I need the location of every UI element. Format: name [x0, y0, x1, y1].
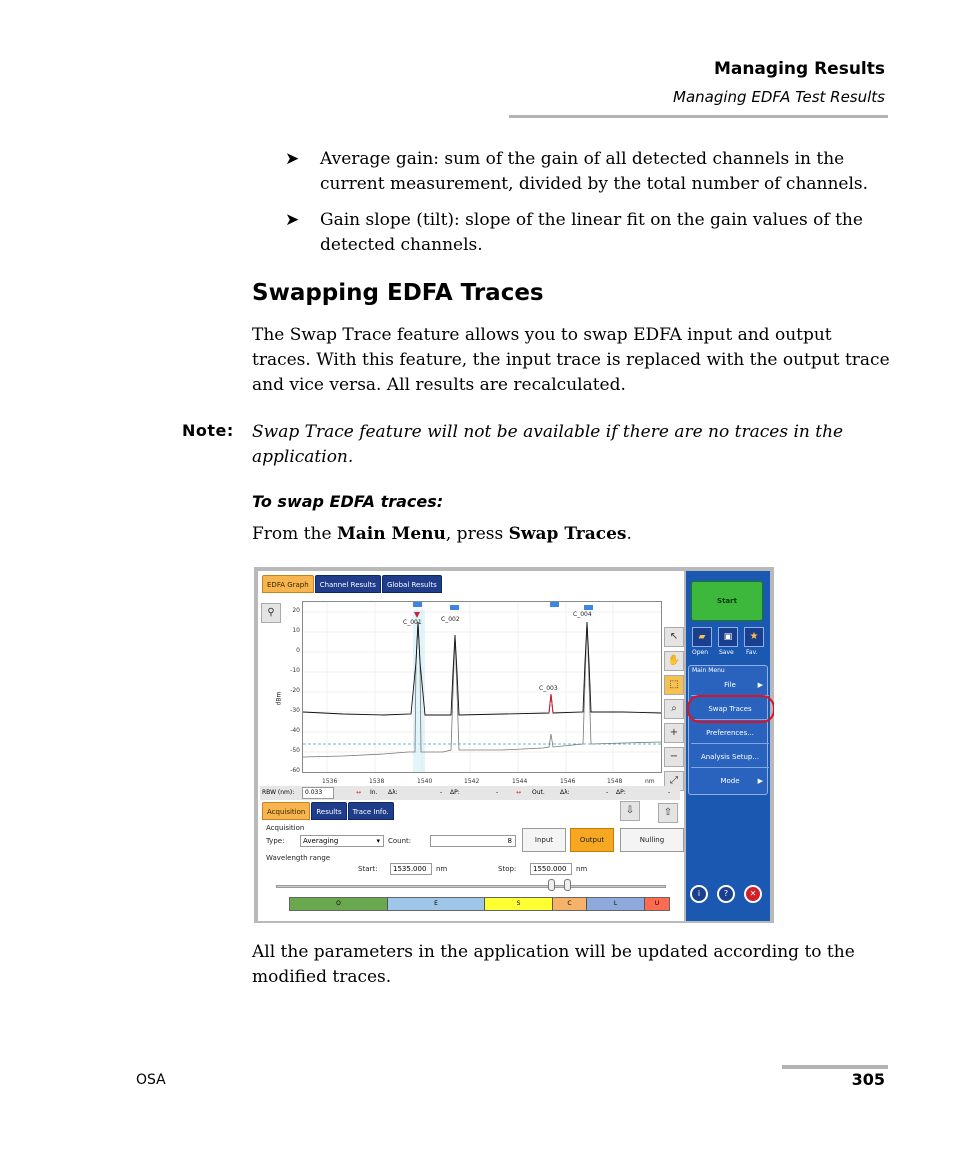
step-action: Swap Traces: [508, 524, 627, 544]
outro-paragraph: All the parameters in the application will be updated according to the modified traces.: [252, 942, 855, 987]
fit-view-icon[interactable]: ⤢: [664, 771, 684, 791]
band-bar: [289, 897, 670, 911]
grid: [303, 602, 661, 772]
bullet-arrow-icon: ➤: [285, 210, 300, 230]
expand-up-icon[interactable]: ⇧: [658, 803, 678, 823]
zoom-in-icon[interactable]: +: [664, 723, 684, 743]
band-s: S: [485, 898, 553, 910]
in-dl-label: Δλ:: [388, 789, 398, 796]
main-menu-title: Main Menu: [692, 667, 725, 674]
tab-channel-results[interactable]: Channel Results: [315, 575, 381, 593]
intro-paragraph: The Swap Trace feature allows you to swap EDFA input and output traces. With this feature, the input trace is replaced with the output trace and vice versa. All results are recalculated.: [252, 325, 890, 395]
tab-trace-info[interactable]: Trace Info.: [348, 802, 394, 820]
band-e: E: [388, 898, 485, 910]
acquisition-section-label: Acquisition: [266, 824, 305, 832]
swap-traces-highlight: [687, 695, 774, 723]
pointer-icon[interactable]: ↖: [664, 627, 684, 647]
y-tick: 20: [292, 607, 300, 614]
y-tick: 10: [292, 627, 300, 634]
x-tick: 1538: [369, 778, 385, 785]
step-mid: , press: [445, 524, 509, 544]
output-button[interactable]: Output: [570, 828, 614, 852]
menu-label: Mode: [720, 777, 740, 785]
step-menu: Main Menu: [336, 524, 446, 544]
save-disk-icon[interactable]: ▣: [718, 627, 738, 647]
wavelength-range-label: Wavelength range: [266, 854, 331, 862]
folder-open-icon[interactable]: ▰: [692, 627, 712, 647]
open-label: Open: [692, 649, 709, 656]
y-axis-label: dBm: [275, 691, 283, 706]
band-l: L: [587, 898, 645, 910]
chevron-down-icon: ▾: [376, 837, 380, 845]
bullet-text: Gain slope (tilt): slope of the linear fit on the gain values of the detected channels.: [320, 210, 863, 255]
band-o: O: [290, 898, 388, 910]
count-input[interactable]: 8: [430, 835, 516, 847]
zoom-icon[interactable]: ⌕: [664, 699, 684, 719]
marker-tool-icon[interactable]: ⚲: [261, 603, 281, 623]
y-tick: -50: [290, 747, 300, 754]
top-tab-bar: [262, 575, 442, 593]
out-label: Out.: [532, 789, 545, 796]
start-unit: nm: [436, 865, 448, 873]
page-number: 305: [851, 1070, 885, 1089]
running-header-subtitle: Managing EDFA Test Results: [673, 88, 885, 106]
c003-peak: [549, 694, 553, 713]
x-tick: 1542: [464, 778, 480, 785]
fav-label: Fav.: [746, 649, 758, 656]
out-arrow-icon: ↔: [516, 789, 522, 796]
running-header-title: Managing Results: [713, 59, 885, 79]
footer-product: OSA: [136, 1072, 166, 1088]
tab-edfa-graph[interactable]: EDFA Graph: [262, 575, 314, 593]
count-label: Count:: [388, 837, 412, 845]
out-dl-value: -: [606, 789, 609, 796]
start-input[interactable]: 1535.000: [390, 863, 432, 875]
channel-label: C_001: [403, 619, 422, 626]
spectrum-svg: [303, 602, 661, 772]
app-main-panel: [258, 571, 684, 921]
y-tick: 0: [296, 647, 300, 654]
input-trace: [303, 622, 661, 757]
stop-label: Stop:: [498, 865, 517, 873]
tab-global-results[interactable]: Global Results: [382, 575, 442, 593]
y-tick: -20: [290, 687, 300, 694]
channel-label: C_003: [539, 685, 558, 692]
input-button[interactable]: Input: [522, 828, 566, 852]
type-select[interactable]: [300, 835, 384, 847]
help-icon[interactable]: ?: [717, 885, 735, 903]
header-rule: [509, 115, 888, 118]
channel-label: C_004: [573, 611, 592, 618]
main-menu-panel: [688, 665, 768, 795]
out-dp-value: -: [668, 789, 671, 796]
bullet-arrow-icon: ➤: [285, 149, 300, 169]
y-tick: -40: [290, 727, 300, 734]
zoom-out-icon[interactable]: −: [664, 747, 684, 767]
info-bar: [260, 786, 680, 800]
stop-input[interactable]: 1550.000: [530, 863, 572, 875]
y-tick: -30: [290, 707, 300, 714]
stop-unit: nm: [576, 865, 588, 873]
in-dp-value: -: [496, 789, 499, 796]
menu-item-preferences[interactable]: Preferences...: [691, 722, 769, 744]
procedure-step: [252, 522, 632, 546]
x-tick: 1546: [560, 778, 576, 785]
menu-item-file[interactable]: [691, 674, 769, 696]
x-tick: 1540: [417, 778, 433, 785]
y-tick: -60: [290, 767, 300, 774]
type-label: Type:: [266, 837, 285, 845]
procedure-title: To swap EDFA traces:: [252, 492, 444, 511]
range-slider-stop-handle[interactable]: [564, 879, 571, 891]
output-trace: [303, 622, 661, 715]
y-tick: -10: [290, 667, 300, 674]
in-dl-value: -: [440, 789, 443, 796]
range-slider-track[interactable]: [276, 885, 666, 888]
x-axis-unit: nm: [645, 778, 655, 785]
collapse-down-icon[interactable]: ⇩: [620, 801, 640, 821]
tab-acquisition[interactable]: Acquisition: [262, 802, 310, 820]
out-dp-label: ΔP:: [616, 789, 626, 796]
chevron-right-icon: ▶: [757, 681, 763, 689]
step-post: .: [626, 524, 632, 544]
menu-item-swap-traces[interactable]: Swap Traces: [691, 698, 769, 720]
menu-item-mode[interactable]: [691, 770, 769, 792]
x-tick: 1548: [607, 778, 623, 785]
in-arrow-icon: ↔: [356, 789, 362, 796]
band-c: C: [553, 898, 587, 910]
app-screenshot: [254, 567, 774, 923]
side-panel: [686, 571, 770, 921]
x-tick: 1536: [322, 778, 338, 785]
spectrum-plot: [302, 601, 662, 773]
range-slider-start-handle[interactable]: [548, 879, 555, 891]
info-icon[interactable]: i: [690, 885, 708, 903]
band-u: U: [645, 898, 669, 910]
hand-pan-icon[interactable]: ✋: [664, 651, 684, 671]
in-label: In.: [370, 789, 378, 796]
nulling-button[interactable]: Nulling: [620, 828, 684, 852]
star-icon[interactable]: ★: [744, 627, 764, 647]
channel-label: C_002: [441, 616, 460, 623]
bottom-tab-bar: [262, 802, 394, 820]
menu-item-analysis-setup[interactable]: Analysis Setup...: [691, 746, 769, 768]
tab-results[interactable]: Results: [311, 802, 346, 820]
x-tick: 1544: [512, 778, 528, 785]
rbw-label: RBW (nm):: [262, 789, 295, 796]
out-dl-label: Δλ:: [560, 789, 570, 796]
footer-rule: [782, 1065, 888, 1069]
step-pre: From the: [252, 524, 337, 544]
note-label: Note:: [182, 421, 234, 440]
zoom-area-icon[interactable]: ⬚: [664, 675, 684, 695]
save-label: Save: [719, 649, 734, 656]
bullet-text: Average gain: sum of the gain of all detected channels in the current measurement, divided by the total number of channels.: [320, 149, 869, 194]
in-dp-label: ΔP:: [450, 789, 460, 796]
section-title: Swapping EDFA Traces: [252, 280, 544, 306]
menu-label: File: [724, 681, 736, 689]
start-button[interactable]: Start: [691, 581, 763, 621]
close-icon[interactable]: ✕: [744, 885, 762, 903]
rbw-value[interactable]: 0.033: [302, 787, 334, 799]
chevron-right-icon: ▶: [757, 777, 763, 785]
start-label: Start:: [358, 865, 378, 873]
type-value: Averaging: [303, 837, 339, 845]
note-text: Swap Trace feature will not be available if there are no traces in the application.: [252, 422, 844, 467]
